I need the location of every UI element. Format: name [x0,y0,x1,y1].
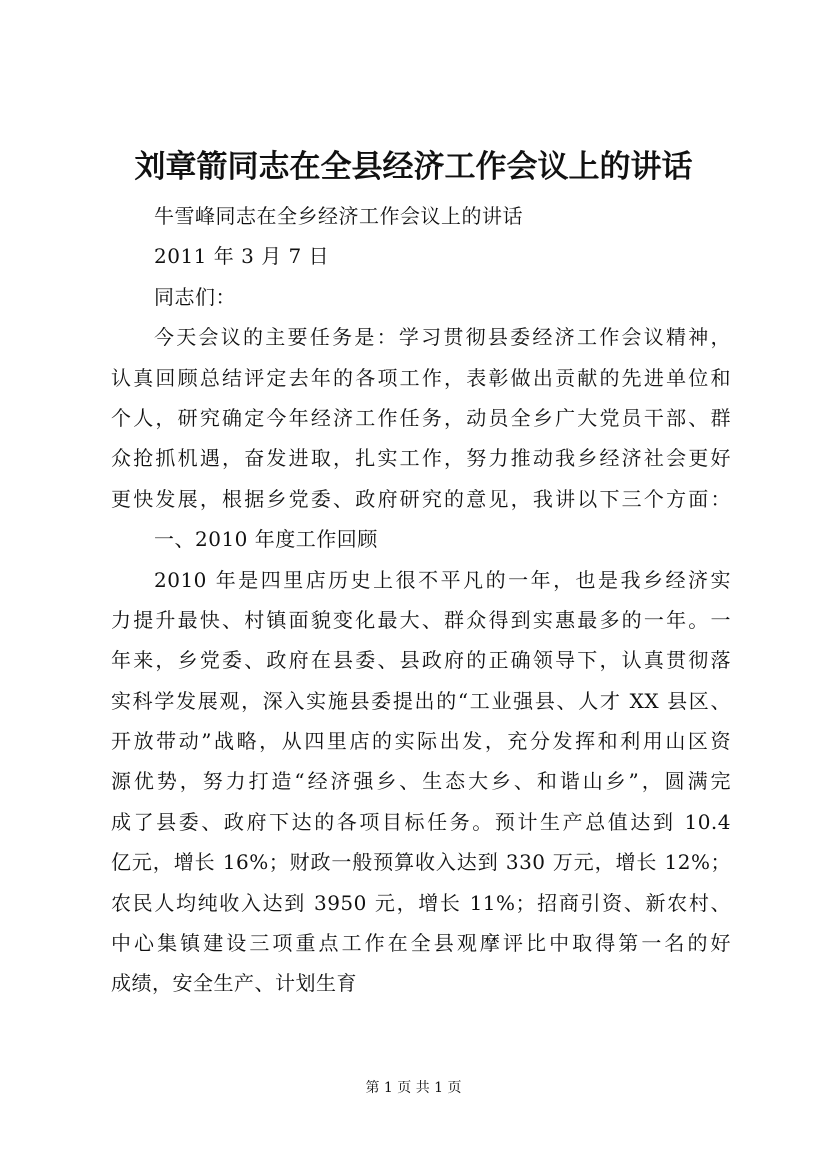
body-line: 源优势，努力打造“经济强乡、生态大乡、和谐山乡”，圆满完 [111,769,731,794]
body-line: 同志们： [154,284,236,309]
body-line: 亿元，增长 16%；财政一般预算收入达到 330 万元，增长 12%； [111,850,731,875]
body-line: 力提升最快、村镇面貌变化最大、群众得到实惠最多的一年。一 [111,607,731,632]
body-line: 成了县委、政府下达的各项目标任务。预计生产总值达到 10.4 [111,809,731,834]
page-footer: 第 1 页 共 1 页 [365,1080,462,1096]
body-line: 2010 年是四里店历史上很不平凡的一年，也是我乡经济实 [154,567,731,592]
body-line: 成绩，安全生产、计划生育 [111,971,357,996]
body-line: 中心集镇建设三项重点工作在全县观摩评比中取得第一名的好 [111,931,731,956]
body-line: 认真回顾总结评定去年的各项工作，表彰做出贡献的先进单位和 [111,365,731,390]
body-line: 年来，乡党委、政府在县委、县政府的正确领导下，认真贯彻落 [111,648,731,673]
document-body [111,196,731,1004]
body-line: 2011 年 3 月 7 日 [154,244,330,269]
document-title: 刘章箭同志在全县经济工作会议上的讲话 [134,149,693,185]
body-line: 一、2010 年度工作回顾 [154,527,378,552]
body-line: 个人，研究确定今年经济工作任务，动员全乡广大党员干部、群 [111,405,731,430]
body-line: 实科学发展观，深入实施县委提出的“工业强县、人才 XX 县区、 [111,688,731,713]
body-line: 开放带动”战略，从四里店的实际出发，充分发挥和利用山区资 [111,729,731,754]
body-line: 牛雪峰同志在全乡经济工作会议上的讲话 [154,204,523,228]
body-line: 众抢抓机遇，奋发进取，扎实工作，努力推动我乡经济社会更好 [111,446,731,471]
body-line: 农民人均纯收入达到 3950 元，增长 11%；招商引资、新农村、 [111,890,731,915]
body-line: 更快发展，根据乡党委、政府研究的意见，我讲以下三个方面： [111,486,731,511]
body-line: 今天会议的主要任务是：学习贯彻县委经济工作会议精神， [154,325,731,350]
